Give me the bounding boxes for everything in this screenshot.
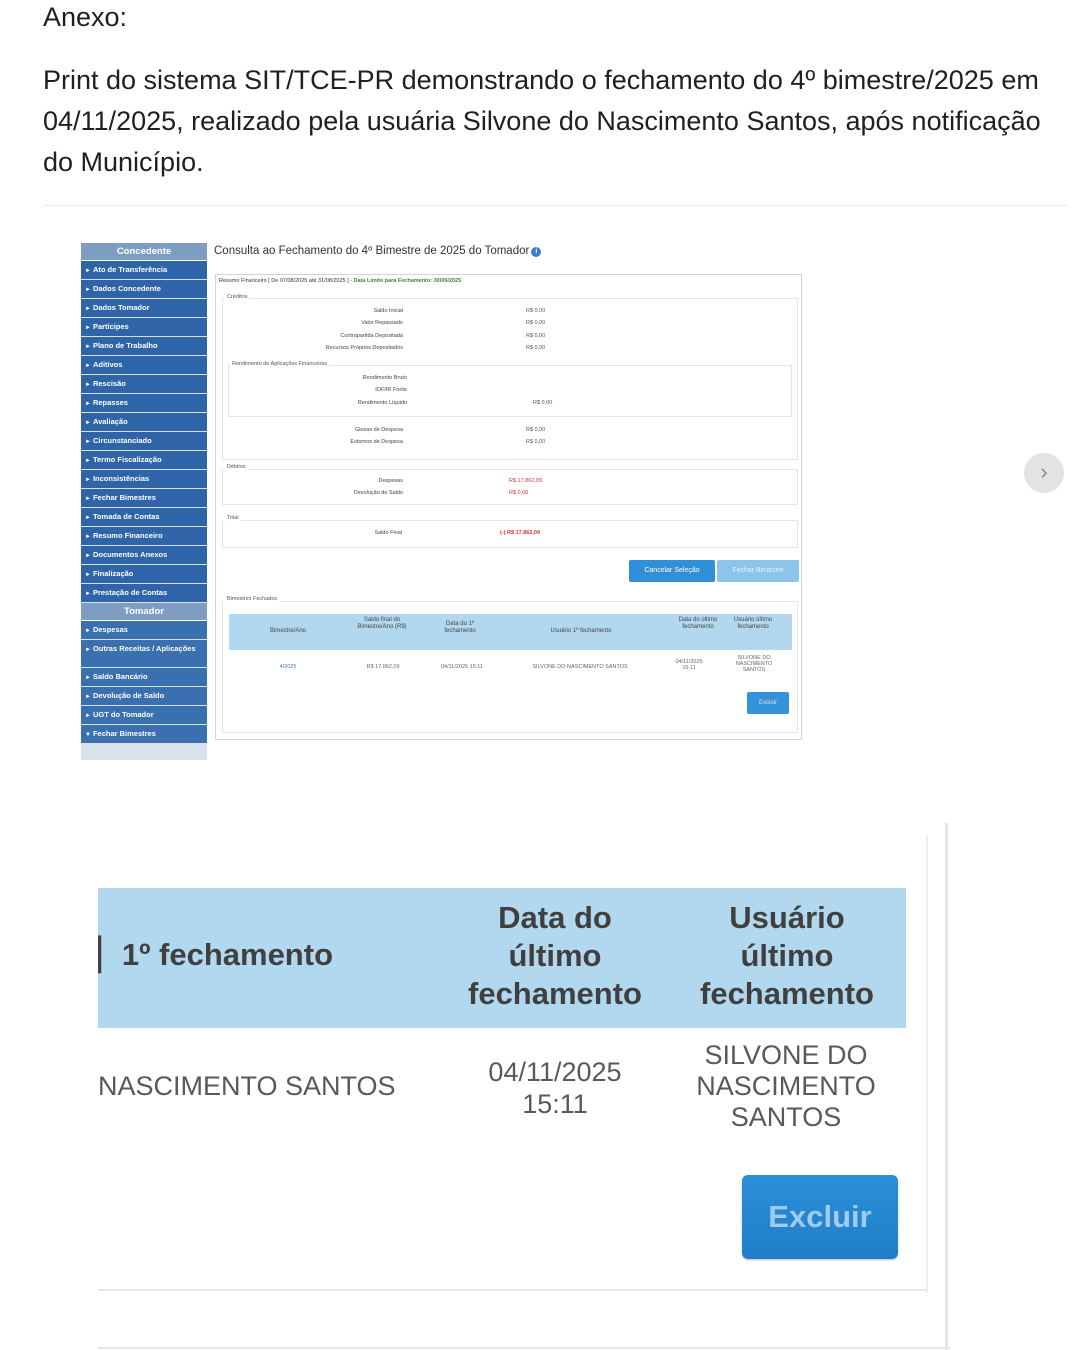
fechamento-panel (215, 274, 802, 740)
th-bimestre: Bimestre/Ano (269, 628, 306, 634)
arrow-right-icon: ► (85, 477, 91, 483)
sidebar-item-dados-tomador[interactable] (81, 299, 207, 317)
debitos-label: Débitos (227, 464, 246, 470)
row-label: Valor Repassado (361, 320, 403, 327)
arrow-right-icon: ► (85, 306, 91, 312)
th-usuario-ultimo: Usuário último fechamento (733, 617, 773, 630)
td-bimestre[interactable]: 4/2025 (279, 664, 297, 670)
arrow-right-icon: ► (85, 628, 91, 634)
saldo-final-label: Saldo Final (374, 530, 402, 536)
arrow-right-icon: ► (85, 675, 91, 681)
divider (43, 205, 1068, 206)
row-label: Despesas (378, 478, 403, 484)
row-label: Recursos Próprios Depositados (325, 344, 403, 351)
sidebar-item-rescisao[interactable] (81, 375, 207, 393)
sidebar-item-label: UGT do Tomador (92, 710, 154, 719)
sidebar (81, 243, 207, 760)
arrow-right-icon: ► (85, 553, 91, 559)
arrow-right-icon: ► (85, 591, 91, 597)
arrow-right-icon: ► (85, 439, 91, 445)
zoom-td-usuario-primeiro: NASCIMENTO SANTOS (98, 1071, 396, 1101)
sidebar-item-label: Termo Fiscalização (92, 455, 162, 464)
divider (945, 823, 948, 1350)
zoom-td-data-ultimo: 04/11/2025 15:11 (488, 1057, 622, 1119)
sidebar-item-label: Dados Tomador (92, 303, 150, 312)
sidebar-item-label: Resumo Financeiro (92, 531, 163, 540)
zoom-td-usuario-ultimo: SILVONE DO NASCIMENTO SANTOS (696, 1040, 876, 1132)
td-data-primeiro: 04/11/2025 15:11 (440, 664, 483, 670)
sidebar-item-label: Avaliação (92, 417, 128, 426)
sidebar-item-label: Despesas (92, 625, 128, 634)
zoomed-detail (98, 823, 950, 1350)
row-label: Saldo Inicial (373, 308, 403, 314)
row-label: Estornos de Despesa (350, 439, 403, 446)
row-value: R$ 0,00 (526, 332, 546, 339)
zoom-th-usuario-ultimo: Usuário último fechamento (700, 900, 874, 1011)
debitos-group (222, 469, 798, 505)
row-value: R$ 0,00 (526, 320, 546, 327)
sidebar-item-dados-concedente[interactable] (81, 280, 207, 298)
th-saldo-final: Saldo final do Bimestre/Ano (R$) (357, 617, 407, 630)
sidebar-item-ato-de-transferencia[interactable] (81, 261, 207, 279)
th-usuario-primeiro: Usuário 1º fechamento (550, 628, 612, 634)
sidebar-item-documentos-anexos[interactable] (81, 546, 207, 564)
td-data-ultimo: 04/11/2025 15:11 (675, 659, 703, 671)
row-label: Glosas de Despesa (355, 427, 403, 433)
sidebar-item-label: Outras Receitas / Aplicações (92, 644, 196, 653)
sidebar-item-label: Finalização (92, 569, 134, 578)
sidebar-item-participes[interactable] (81, 318, 207, 336)
row-value: R$ 17.862,09 (509, 478, 543, 484)
sidebar-item-label: Inconsistências (92, 474, 150, 483)
cancel-selection-button[interactable]: Cancelar Seleção (629, 560, 715, 582)
arrow-right-icon: ► (85, 534, 91, 540)
info-icon[interactable]: i (531, 247, 541, 257)
excluir-button[interactable]: Excluir (747, 692, 789, 714)
sidebar-item-label: Prestação de Contas (92, 588, 168, 597)
total-label: Total (227, 515, 239, 521)
sidebar-item-label: Aditivos (92, 360, 123, 369)
arrow-right-icon: ► (85, 268, 91, 274)
sidebar-tomador-item-saldo-bancario[interactable] (81, 668, 207, 686)
table-header (229, 614, 792, 650)
arrow-right-icon: ► (85, 401, 91, 407)
row-label: IOF/IR Fonte (375, 387, 407, 394)
arrow-right-icon: ► (85, 647, 91, 653)
arrow-right-icon: ► (85, 420, 91, 426)
sidebar-item-circunstanciado[interactable] (81, 432, 207, 450)
sidebar-header-concedente: Concedente (81, 243, 207, 261)
annex-title: Anexo: (43, 2, 128, 32)
sidebar-item-label: Fechar Bimestres (92, 493, 156, 502)
zoom-th-usuario-primeiro: ▏1º fechamento (98, 937, 334, 972)
sidebar-item-label: Documentos Anexos (92, 550, 168, 559)
row-label: Contrapartida Depositada (340, 332, 403, 339)
sidebar-item-tomada-de-contas[interactable] (81, 508, 207, 526)
th-data-primeiro: Data do 1º fechamento (444, 621, 476, 634)
row-value: R$ 0,00 (526, 439, 546, 446)
divider (926, 835, 928, 1293)
sidebar-item-inconsistencias[interactable] (81, 470, 207, 488)
arrow-right-icon: ► (85, 713, 91, 719)
row-value: R$ 0,00 (533, 399, 553, 406)
sidebar-item-fechar-bimestres[interactable] (81, 489, 207, 507)
data-limite: Data Limite para Fechamento: 30/09/2025 (353, 278, 462, 284)
sidebar-item-label: Tomada de Contas (92, 512, 160, 521)
sidebar-item-label: Dados Concedente (92, 284, 161, 293)
divider (98, 1289, 928, 1291)
arrow-right-icon: ► (85, 515, 91, 521)
divider (98, 1347, 950, 1349)
td-usuario-ultimo: SILVONE DO NASCIMENTO SANTOS (735, 655, 773, 673)
row-label: Devolução de Saldo (353, 490, 403, 497)
arrow-right-icon: ► (85, 496, 91, 502)
row-value: R$ 0,00 (526, 344, 546, 351)
screenshot-panel (43, 196, 1068, 768)
fechar-bimestre-button[interactable]: Fechar Bimestre (717, 560, 799, 582)
sidebar-item-label: Plano de Trabalho (92, 341, 158, 350)
row-label: Rendimento Bruto (362, 375, 407, 381)
row-label: Rendimento Líquido (357, 399, 407, 406)
row-value: R$ 0,00 (526, 427, 546, 433)
sidebar-tomador-item-devolucao-de-saldo[interactable] (81, 687, 207, 705)
sidebar-tomador-item-outras-receitas-aplicacoes[interactable] (81, 640, 207, 667)
sidebar-item-label: Ato de Transferência (92, 265, 168, 274)
sidebar-item-label: Fechar Bimestres (92, 729, 156, 738)
sidebar-header-tomador: Tomador (81, 603, 207, 621)
saldo-final-value: (-) R$ 17.862,09 (500, 530, 541, 536)
zoom-excluir-button[interactable]: Excluir (742, 1175, 898, 1259)
th-data-ultimo: Data do último fechamento (678, 617, 718, 630)
annex-description: Print do sistema SIT/TCE-PR demonstrando o fechamento do 4º bimestre/2025 em 04/11/2025, realizado pela usuária Silvone do Nascimento Santos, após notificação do Município. (43, 65, 1041, 177)
bimestres-fechados-label: Bimestres Fechados (227, 596, 278, 602)
td-saldo-final: R$ 17.862,09 (366, 664, 400, 670)
zoom-th-data-ultimo: Data do último fechamento (468, 900, 642, 1011)
sidebar-item-prestacao-de-contas[interactable] (81, 584, 207, 602)
row-value: R$ 0,00 (526, 308, 546, 314)
rendimento-label: Rendimento de Aplicações Financeiras (232, 361, 328, 367)
row-value: R$ 0,00 (509, 490, 529, 497)
resumo-line: Resumo Financeiro [ De 07/08/2025 até 31/08/2025 ] - Data Limite para Fechamento: 30/09/2025 (219, 278, 462, 284)
creditos-label: Créditos (227, 294, 248, 300)
sidebar-item-label: Partícipes (92, 322, 129, 331)
sidebar-item-finalizacao[interactable] (81, 565, 207, 583)
sidebar-item-label: Rescisão (92, 379, 126, 388)
sidebar-item-repasses[interactable] (81, 394, 207, 412)
sidebar-tomador-item-despesas[interactable] (81, 621, 207, 639)
sidebar-tomador-item-ugt-do-tomador[interactable] (81, 706, 207, 724)
zoom-table-header (98, 888, 906, 1028)
arrow-right-icon: ► (85, 363, 91, 369)
sidebar-item-termo-fiscalizacao[interactable] (81, 451, 207, 469)
sidebar-item-plano-de-trabalho[interactable] (81, 337, 207, 355)
sidebar-item-label: Saldo Bancário (92, 672, 148, 681)
sidebar-item-aditivos[interactable] (81, 356, 207, 374)
arrow-down-icon: ▼ (85, 732, 91, 738)
arrow-right-icon: ► (85, 572, 91, 578)
sidebar-item-label: Devolução de Saldo (92, 691, 165, 700)
sidebar-tomador-item-fechar-bimestres[interactable] (81, 725, 207, 743)
arrow-right-icon: ► (85, 458, 91, 464)
arrow-right-icon: ► (85, 287, 91, 293)
arrow-right-icon: ► (85, 344, 91, 350)
page-title: Consulta ao Fechamento do 4º Bimestre de 2025 do Tomador i (214, 245, 541, 257)
chevron-right-icon[interactable]: › (1024, 453, 1064, 493)
sidebar-item-label: Repasses (92, 398, 128, 407)
arrow-right-icon: ► (85, 382, 91, 388)
td-usuario-primeiro: SILVONE DO NASCIMENTO SANTOS (532, 664, 628, 670)
arrow-right-icon: ► (85, 325, 91, 331)
sidebar-item-resumo-financeiro[interactable] (81, 527, 207, 545)
sidebar-item-label: Circunstanciado (92, 436, 152, 445)
arrow-right-icon: ► (85, 694, 91, 700)
sidebar-item-avaliacao[interactable] (81, 413, 207, 431)
